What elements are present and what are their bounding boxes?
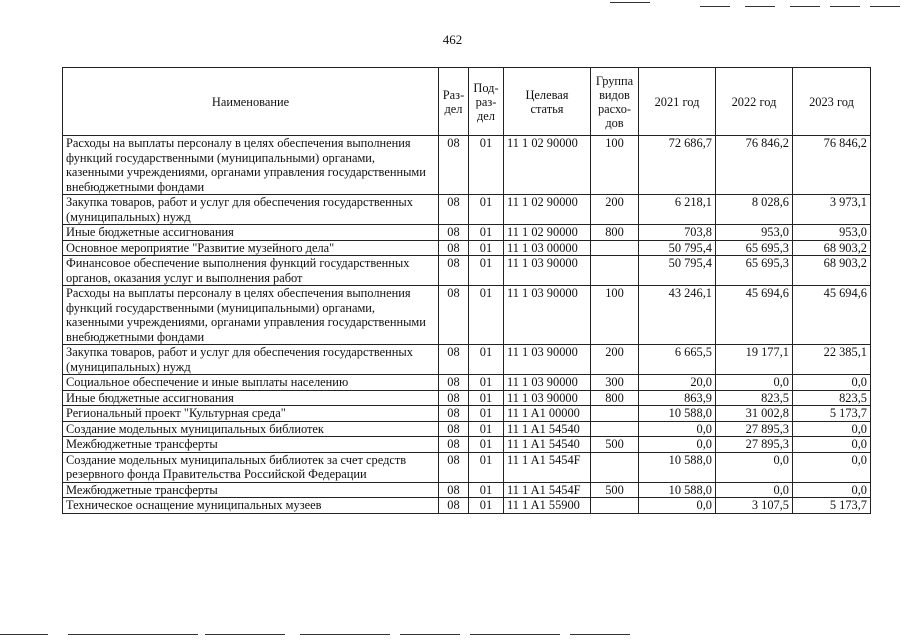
row-value-2022: 45 694,6 — [716, 286, 793, 345]
row-subsection: 01 — [469, 406, 504, 422]
row-value-2022: 27 895,3 — [716, 437, 793, 453]
row-section: 08 — [439, 256, 469, 286]
row-value-2023: 68 903,2 — [793, 240, 871, 256]
row-subsection: 01 — [469, 256, 504, 286]
row-value-2022: 76 846,2 — [716, 136, 793, 195]
table-row — [63, 240, 871, 256]
row-group — [591, 256, 639, 286]
header-subsection: Под- раз- дел — [469, 68, 504, 136]
row-group — [591, 498, 639, 514]
row-section: 08 — [439, 421, 469, 437]
row-value-2023: 76 846,2 — [793, 136, 871, 195]
table-row — [63, 498, 871, 514]
row-value-2022: 8 028,6 — [716, 195, 793, 225]
table-row — [63, 345, 871, 375]
row-article: 11 1 02 90000 — [504, 225, 591, 241]
row-name: Финансовое обеспечение выполнения функций государственных органов, оказания услуг и выполнения работ — [63, 256, 439, 286]
row-value-2022: 823,5 — [716, 390, 793, 406]
row-name: Закупка товаров, работ и услуг для обеспечения государственных (муниципальных) нужд — [63, 345, 439, 375]
row-section: 08 — [439, 375, 469, 391]
row-article: 11 1 A1 55900 — [504, 498, 591, 514]
row-value-2022: 0,0 — [716, 375, 793, 391]
row-value-2021: 0,0 — [639, 421, 716, 437]
row-group — [591, 421, 639, 437]
row-article: 11 1 03 90000 — [504, 390, 591, 406]
row-name: Расходы на выплаты персоналу в целях обеспечения выполнения функций государственными (муниципальными) органами, казенными учреждениями, органами управления государственными внебюджетными фондами — [63, 136, 439, 195]
row-group: 800 — [591, 225, 639, 241]
table-row — [63, 406, 871, 422]
header-2021: 2021 год — [639, 68, 716, 136]
row-section: 08 — [439, 195, 469, 225]
row-value-2021: 20,0 — [639, 375, 716, 391]
row-group: 100 — [591, 136, 639, 195]
row-name: Создание модельных муниципальных библиотек — [63, 421, 439, 437]
row-value-2021: 72 686,7 — [639, 136, 716, 195]
row-section: 08 — [439, 482, 469, 498]
row-value-2021: 10 588,0 — [639, 406, 716, 422]
row-subsection: 01 — [469, 286, 504, 345]
row-value-2023: 0,0 — [793, 437, 871, 453]
row-value-2022: 0,0 — [716, 482, 793, 498]
table-row — [63, 195, 871, 225]
table-header-row — [63, 68, 871, 136]
row-value-2021: 703,8 — [639, 225, 716, 241]
header-2023: 2023 год — [793, 68, 871, 136]
row-group — [591, 240, 639, 256]
row-subsection: 01 — [469, 498, 504, 514]
row-group: 100 — [591, 286, 639, 345]
row-group: 500 — [591, 482, 639, 498]
row-subsection: 01 — [469, 482, 504, 498]
row-subsection: 01 — [469, 225, 504, 241]
row-section: 08 — [439, 136, 469, 195]
row-section: 08 — [439, 437, 469, 453]
row-value-2023: 0,0 — [793, 421, 871, 437]
row-name: Закупка товаров, работ и услуг для обеспечения государственных (муниципальных) нужд — [63, 195, 439, 225]
table-row — [63, 286, 871, 345]
row-name: Межбюджетные трансферты — [63, 482, 439, 498]
row-section: 08 — [439, 225, 469, 241]
row-value-2021: 50 795,4 — [639, 240, 716, 256]
row-subsection: 01 — [469, 240, 504, 256]
row-value-2022: 27 895,3 — [716, 421, 793, 437]
row-value-2023: 823,5 — [793, 390, 871, 406]
header-2022: 2022 год — [716, 68, 793, 136]
row-subsection: 01 — [469, 195, 504, 225]
row-group — [591, 452, 639, 482]
row-section: 08 — [439, 240, 469, 256]
row-group: 800 — [591, 390, 639, 406]
row-name: Социальное обеспечение и иные выплаты населению — [63, 375, 439, 391]
header-name: Наименование — [63, 68, 439, 136]
row-value-2022: 65 695,3 — [716, 256, 793, 286]
row-section: 08 — [439, 406, 469, 422]
table-row — [63, 256, 871, 286]
budget-table — [62, 67, 871, 514]
row-value-2022: 953,0 — [716, 225, 793, 241]
row-value-2023: 0,0 — [793, 482, 871, 498]
row-subsection: 01 — [469, 345, 504, 375]
table-row — [63, 421, 871, 437]
row-subsection: 01 — [469, 452, 504, 482]
row-subsection: 01 — [469, 437, 504, 453]
row-value-2023: 68 903,2 — [793, 256, 871, 286]
row-value-2023: 0,0 — [793, 452, 871, 482]
row-article: 11 1 A1 00000 — [504, 406, 591, 422]
table-row — [63, 482, 871, 498]
row-article: 11 1 03 90000 — [504, 345, 591, 375]
row-article: 11 1 A1 5454F — [504, 482, 591, 498]
row-name: Расходы на выплаты персоналу в целях обеспечения выполнения функций государственными (муниципальными) органами, казенными учреждениями, органами управления государственными внебюджетными фондами — [63, 286, 439, 345]
row-value-2022: 0,0 — [716, 452, 793, 482]
row-subsection: 01 — [469, 390, 504, 406]
top-edge-rules — [0, 0, 905, 8]
row-value-2021: 10 588,0 — [639, 452, 716, 482]
row-subsection: 01 — [469, 375, 504, 391]
row-value-2021: 10 588,0 — [639, 482, 716, 498]
row-article: 11 1 A1 54540 — [504, 437, 591, 453]
bottom-edge-rules — [0, 630, 905, 640]
page-number: 462 — [442, 32, 463, 47]
row-name: Региональный проект "Культурная среда" — [63, 406, 439, 422]
row-value-2023: 3 973,1 — [793, 195, 871, 225]
table-row — [63, 437, 871, 453]
row-article: 11 1 03 90000 — [504, 256, 591, 286]
row-article: 11 1 03 90000 — [504, 286, 591, 345]
row-value-2021: 863,9 — [639, 390, 716, 406]
header-section: Раз- дел — [439, 68, 469, 136]
header-article: Целевая статья — [504, 68, 591, 136]
row-name: Иные бюджетные ассигнования — [63, 390, 439, 406]
row-value-2021: 43 246,1 — [639, 286, 716, 345]
table-row — [63, 452, 871, 482]
row-name: Межбюджетные трансферты — [63, 437, 439, 453]
header-group: Группа видов расхо- дов — [591, 68, 639, 136]
row-article: 11 1 A1 54540 — [504, 421, 591, 437]
row-name: Основное мероприятие "Развитие музейного дела" — [63, 240, 439, 256]
row-subsection: 01 — [469, 421, 504, 437]
row-article: 11 1 02 90000 — [504, 195, 591, 225]
row-value-2022: 65 695,3 — [716, 240, 793, 256]
row-value-2023: 5 173,7 — [793, 406, 871, 422]
table-row — [63, 375, 871, 391]
table-row — [63, 390, 871, 406]
row-value-2023: 22 385,1 — [793, 345, 871, 375]
row-value-2022: 3 107,5 — [716, 498, 793, 514]
row-group: 200 — [591, 195, 639, 225]
row-name: Создание модельных муниципальных библиотек за счет средств резервного фонда Правительства Российской Федерации — [63, 452, 439, 482]
row-value-2021: 6 218,1 — [639, 195, 716, 225]
row-value-2021: 50 795,4 — [639, 256, 716, 286]
row-article: 11 1 02 90000 — [504, 136, 591, 195]
row-section: 08 — [439, 498, 469, 514]
row-section: 08 — [439, 345, 469, 375]
row-name: Иные бюджетные ассигнования — [63, 225, 439, 241]
row-name: Техническое оснащение муниципальных музеев — [63, 498, 439, 514]
row-section: 08 — [439, 390, 469, 406]
row-group: 300 — [591, 375, 639, 391]
row-value-2023: 45 694,6 — [793, 286, 871, 345]
table-row — [63, 136, 871, 195]
row-group: 200 — [591, 345, 639, 375]
row-value-2023: 0,0 — [793, 375, 871, 391]
row-value-2023: 5 173,7 — [793, 498, 871, 514]
row-section: 08 — [439, 286, 469, 345]
row-group: 500 — [591, 437, 639, 453]
row-value-2021: 0,0 — [639, 498, 716, 514]
row-value-2021: 0,0 — [639, 437, 716, 453]
row-value-2022: 19 177,1 — [716, 345, 793, 375]
row-value-2022: 31 002,8 — [716, 406, 793, 422]
row-subsection: 01 — [469, 136, 504, 195]
row-value-2023: 953,0 — [793, 225, 871, 241]
row-section: 08 — [439, 452, 469, 482]
table-row — [63, 225, 871, 241]
row-article: 11 1 A1 5454F — [504, 452, 591, 482]
row-group — [591, 406, 639, 422]
row-article: 11 1 03 00000 — [504, 240, 591, 256]
row-value-2021: 6 665,5 — [639, 345, 716, 375]
row-article: 11 1 03 90000 — [504, 375, 591, 391]
